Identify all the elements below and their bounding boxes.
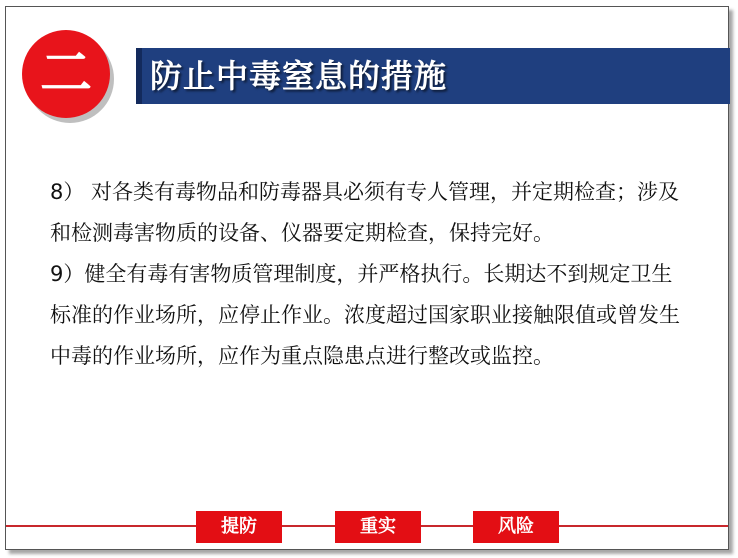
footer-button-tifang[interactable]: 提防 (196, 511, 282, 543)
page-title: 防止中毒窒息的措施 (150, 57, 448, 95)
title-bar-accent (136, 48, 142, 104)
content-body (50, 172, 690, 377)
section-number-badge (22, 30, 110, 118)
section-number: 二 (39, 44, 92, 104)
footer-button-zhongshi[interactable]: 重实 (335, 511, 421, 543)
paragraph-item-8: 8） 对各类有毒物品和防毒器具必须有专人管理，并定期检查；涉及和检测毒害物质的设备、仪器要定期检查，保持完好。 (50, 180, 680, 245)
paragraph-item-9: 9）健全有毒有害物质管理制度，并严格执行。长期达不到规定卫生标准的作业场所，应停止作业。浓度超过国家职业接触限值或曾发生中毒的作业场所，应作为重点隐患点进行整改或监控。 (50, 262, 680, 368)
footer-button-fengxian[interactable]: 风险 (473, 511, 559, 543)
